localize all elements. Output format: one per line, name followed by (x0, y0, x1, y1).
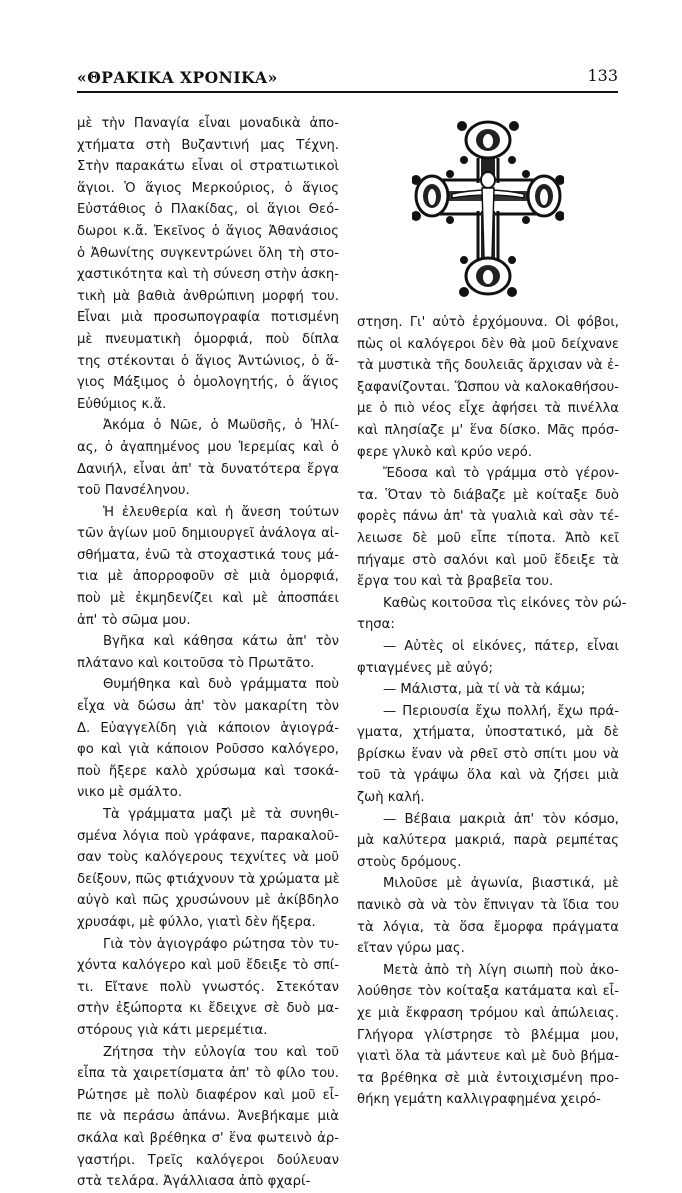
text-line: στὰ τελάρα. Ἀγάλλιασα ἀπὸ φχαρί- (77, 1174, 311, 1190)
text-line: Δανιήλ, εἶναι ἀπ' τὰ δυνατότερα ἔργα (77, 461, 339, 477)
text-line: γματα, χτήματα, ὑποστατικό, μὰ δὲ (357, 725, 619, 741)
text-line: σμένα λόγια ποὺ γράφανε, παρακαλοῦ- (77, 828, 339, 844)
page-number: 133 (587, 66, 618, 85)
text-line: τια μὲ ἀπορροφοῦν σὲ μιὰ ὀμορφιά, (77, 569, 339, 585)
text-line: τοῦ Πανσέληνου. (77, 483, 190, 499)
text-line: — Περιουσία ἔχω πολλή, ἔχω πρά- (383, 703, 619, 719)
paragraph (77, 631, 339, 674)
text-line: Εἶναι μιὰ προσωπογραφία ποτισμένη (77, 310, 339, 326)
paragraph (357, 593, 627, 636)
paragraph (77, 804, 339, 934)
text-line: πὼς οἱ καλόγεροι δὲν θὰ μοῦ δείχνανε (357, 336, 619, 352)
paragraph (77, 934, 339, 1042)
text-line: στοὺς δρόμους. (357, 854, 462, 870)
text-line: Μιλοῦσε μὲ ἀγωνία, βιαστικά, μὲ (383, 876, 619, 892)
text-line: στόρους γιὰ κάτι μερεμέτια. (77, 1022, 268, 1038)
text-line: μὲ πνευματικὴ ὀμορφιά, ποὺ δίπλα (77, 331, 339, 347)
text-line: χαστικότητα καὶ τὴ σύνεση στὴν ἀσκη- (77, 267, 339, 283)
text-line: γιατὶ ὅλα τὰ μάντευε καὶ μὲ δυὸ βήμα- (357, 1049, 619, 1065)
text-line: τησα: (357, 617, 395, 633)
text-line: χτήματα στὴ Βυζαντινή μας Τέχνη. (77, 137, 339, 153)
text-line: δωροι κ.ἄ. Ἐκεῖνος ὁ ἅγιος Ἀθανάσιος (77, 223, 339, 239)
left-text-column (77, 113, 339, 1193)
text-line: Ἡ ἐλευθερία καὶ ἡ ἄνεση τούτων (103, 504, 339, 520)
text-line: νικο μὲ σμάλτο. (77, 785, 183, 801)
text-line: Ἀκόμα ὁ Νῶε, ὁ Μωϋσῆς, ὁ Ἠλί- (103, 418, 339, 434)
text-line: — Αὐτὲς οἱ εἰκόνες, πάτερ, εἶναι (383, 638, 619, 654)
running-header (77, 64, 618, 94)
header-rule (77, 91, 618, 93)
text-line: σθήματα, ἐνῶ τὰ στοχαστικά τους μά- (77, 547, 339, 563)
text-line: τῶν ἁγίων μοῦ δημιουργεῖ ἀνάλογα αἰ- (77, 526, 339, 542)
text-line: πε νὰ περάσω ἀπάνω. Ἀνεβήκαμε μιὰ (77, 1109, 339, 1125)
paragraph (77, 502, 339, 632)
text-line: Δ. Εὐαγγελίδη γιὰ κάποιον ἁγιογρά- (77, 720, 339, 736)
text-line: φτιαγμένες μὲ αὐγό; (357, 660, 493, 676)
text-line: ἔργα του καὶ τὰ βραβεῖα του. (357, 574, 554, 590)
text-line: χρυσάφι, μὲ φύλλο, γιατὶ δὲν ἤξερα. (77, 914, 316, 930)
text-line: φο καὶ γιὰ κάποιον Ροῦσσο καλόγερο, (77, 742, 339, 758)
paragraph (77, 415, 339, 501)
text-line: — Βέβαια μακριὰ ἀπ' τὸν κόσμο, (383, 811, 619, 827)
paragraph (357, 679, 619, 701)
text-line: εἴταν γύρω μας. (357, 941, 465, 957)
text-line: Εὐστάθιος ὁ Πλακίδας, οἱ ἅγιοι Θεό- (77, 202, 339, 218)
text-line: καὶ πλησίαζε μ' ἕνα δίσκο. Μᾶς πρόσ- (357, 422, 619, 438)
text-line: Καθὼς κοιτοῦσα τὶς εἰκόνες τὸν ρώ- (383, 595, 627, 611)
text-line: ὁ Ἀθωνίτης συγκεντρώνει ὅλη τὴ στο- (77, 245, 339, 261)
paragraph (357, 960, 619, 1111)
paragraph (357, 701, 619, 809)
text-line: τα βρέθηκα σὲ μιὰ ἐντοιχισμένη προ- (357, 1070, 619, 1086)
right-text-column (357, 312, 627, 1111)
text-line: τι. Εἴτανε πολὺ γνωστός. Στεκόταν (77, 979, 339, 995)
text-line: ποὺ μὲ ἐκμηδενίζει καὶ μὲ ἀποσπάει (77, 591, 339, 607)
journal-title: «ΘΡΑΚΙΚΑ ΧΡΟΝΙΚΑ» (77, 68, 278, 87)
text-line: σαν τοὺς καλόγερους τεχνίτες νὰ μοῦ (77, 850, 339, 866)
text-line: χόντα καλόγερο καὶ μοῦ ἔδειξε τὸ σπί- (77, 958, 339, 974)
text-line: γιος Μάξιμος ὁ ὁμολογητής, ὁ ἅγιος (77, 375, 339, 391)
paragraph (357, 312, 619, 463)
text-line: — Μάλιστα, μὰ τί νὰ τὰ κάμω; (383, 682, 586, 698)
text-line: μὲ τὴν Παναγία εἶναι μοναδικὰ ἀπο- (77, 116, 339, 131)
text-line: Βγῆκα καὶ κάθησα κάτω ἀπ' τὸν (103, 634, 339, 650)
text-line: στὴν ἐξώπορτα κι ἔδειχνε σὲ δυὸ μα- (77, 1001, 339, 1017)
text-line: στηση. Γι' αὐτὸ ἐρχόμουνα. Οἱ φόβοι, (357, 315, 619, 330)
text-line: γαστήρι. Τρεῖς καλόγεροι δούλευαν (77, 1152, 339, 1168)
text-line: πήγαμε στὸ σαλόνι καὶ μοῦ ἔδειξε τὰ (357, 552, 619, 568)
text-line: εἶπα τὰ χαιρετίσματα ἀπ' τὸ φίλο του. (77, 1066, 339, 1082)
text-line: της στέκονται ὁ ἅγιος Ἀντώνιος, ὁ ἅ- (77, 353, 339, 369)
text-line: Θυμήθηκα καὶ δυὸ γράμματα ποὺ (103, 677, 339, 693)
text-line: Γλήγορα γλίστρησε τὸ βλέμμα μου, (357, 1027, 619, 1043)
text-line: εἶχα νὰ δώσω ἀπ' τὸν μακαρίτη τὸν (77, 699, 339, 715)
text-line: ζωὴ καλή. (357, 790, 425, 806)
text-line: τοῦ τὰ γράψω ὅλα καὶ νὰ ζήσει μιὰ (357, 768, 619, 784)
paragraph (357, 873, 619, 959)
text-line: Στὴν παρακάτω εἶναι οἱ στρατιωτικοὶ (77, 159, 339, 175)
text-line: βρίσκω ἕναν νὰ ρθεῖ στὸ σπίτι μου νὰ (357, 746, 619, 762)
text-line: λούθησε τὸν κοίταξα κατάματα καὶ εἶ- (357, 984, 619, 1000)
text-line: πανικὸ σὰ νὰ τὸν ἔπνιγαν τὰ ἴδια του (357, 898, 619, 914)
paragraph (357, 636, 619, 679)
text-line: τα. Ὅταν τὸ διάβαζε μὲ κοίταξε δυὸ (357, 487, 619, 503)
text-line: Ρώτησε μὲ πολὺ διαφέρον καὶ μοῦ εἶ- (77, 1087, 339, 1103)
text-line: τὰ μυστικὰ τῆς δουλειᾶς ἄρχισαν νὰ ἐ- (357, 358, 619, 374)
text-line: τὰ λόγια, τὰ ὅσα ἔμορφα πράγματα (357, 919, 619, 935)
text-line: ποὺ ἤξερε καλὸ χρύσωμα καὶ τσοκά- (77, 763, 339, 779)
text-line: πλάτανο καὶ κοιτοῦσα τὸ Πρωτᾶτο. (77, 655, 315, 671)
text-line: Μετὰ ἀπὸ τὴ λίγη σιωπὴ ποὺ ἀκο- (383, 962, 619, 978)
paragraph (77, 674, 339, 804)
paragraph (357, 809, 619, 874)
paragraph (77, 1042, 339, 1193)
byzantine-cross-icon (412, 118, 564, 298)
text-line: Τὰ γράμματα μαζὶ μὲ τὰ συνηθι- (103, 807, 339, 822)
text-line: ξαφανίζονται. Ὥσπου νὰ καλοκαθήσου- (357, 379, 619, 395)
paragraph (357, 463, 619, 593)
text-line: λειωσε δὲ μοῦ εἶπε τίποτα. Ἀπὸ κεῖ (357, 530, 619, 546)
text-line: σκάλα καὶ βρέθηκα σ' ἕνα φωτεινὸ ἀρ- (77, 1130, 339, 1146)
text-line: με ὁ πιὸ νέος εἶχε ἀφήσει τὰ πινέλλα (357, 401, 619, 417)
text-line: δείξουν, πῶς φτιάχνουν τὰ χρώματα μὲ (77, 871, 340, 887)
text-line: Ἔδοσα καὶ τὸ γράμμα στὸ γέρον- (383, 466, 619, 482)
text-line: φερε γλυκὸ καὶ κρύο νερό. (357, 444, 533, 460)
text-line: μὰ καλύτερα μακριά, παρὰ ρεμπέτας (357, 833, 619, 849)
text-line: θήκη γεμάτη καλλιγραφημένα χειρό- (357, 1092, 601, 1108)
text-line: Εὐθύμιος κ.ἄ. (77, 396, 167, 412)
text-line: Γιὰ τὸν ἁγιογράφο ρώτησα τὸν τυ- (103, 936, 339, 952)
text-line: Ζήτησα τὴν εὐλογία του καὶ τοῦ (103, 1044, 339, 1060)
text-line: χε μιὰ ἔκφραση τρόμου καὶ ἀπώλειας. (357, 1006, 619, 1021)
text-line: τικὴ μὰ βαθιὰ ἀνθρώπινη μορφή του. (77, 288, 339, 304)
text-line: ἅγιοι. Ὁ ἅγιος Μερκούριος, ὁ ἅγιος (77, 180, 339, 196)
text-line: φορὲς πάνω ἀπ' τὰ γυαλιὰ καὶ σὰν τέ- (357, 509, 619, 525)
text-line: ἀπ' τὸ σῶμα μου. (77, 612, 191, 628)
text-line: ας, ὁ ἀγαπημένος μου Ἱερεμίας καὶ ὁ (77, 439, 339, 455)
paragraph (77, 113, 339, 415)
text-line: αὐγὸ καὶ πῶς χρυσώνουν μὲ ἀκίβδηλο (77, 893, 339, 909)
